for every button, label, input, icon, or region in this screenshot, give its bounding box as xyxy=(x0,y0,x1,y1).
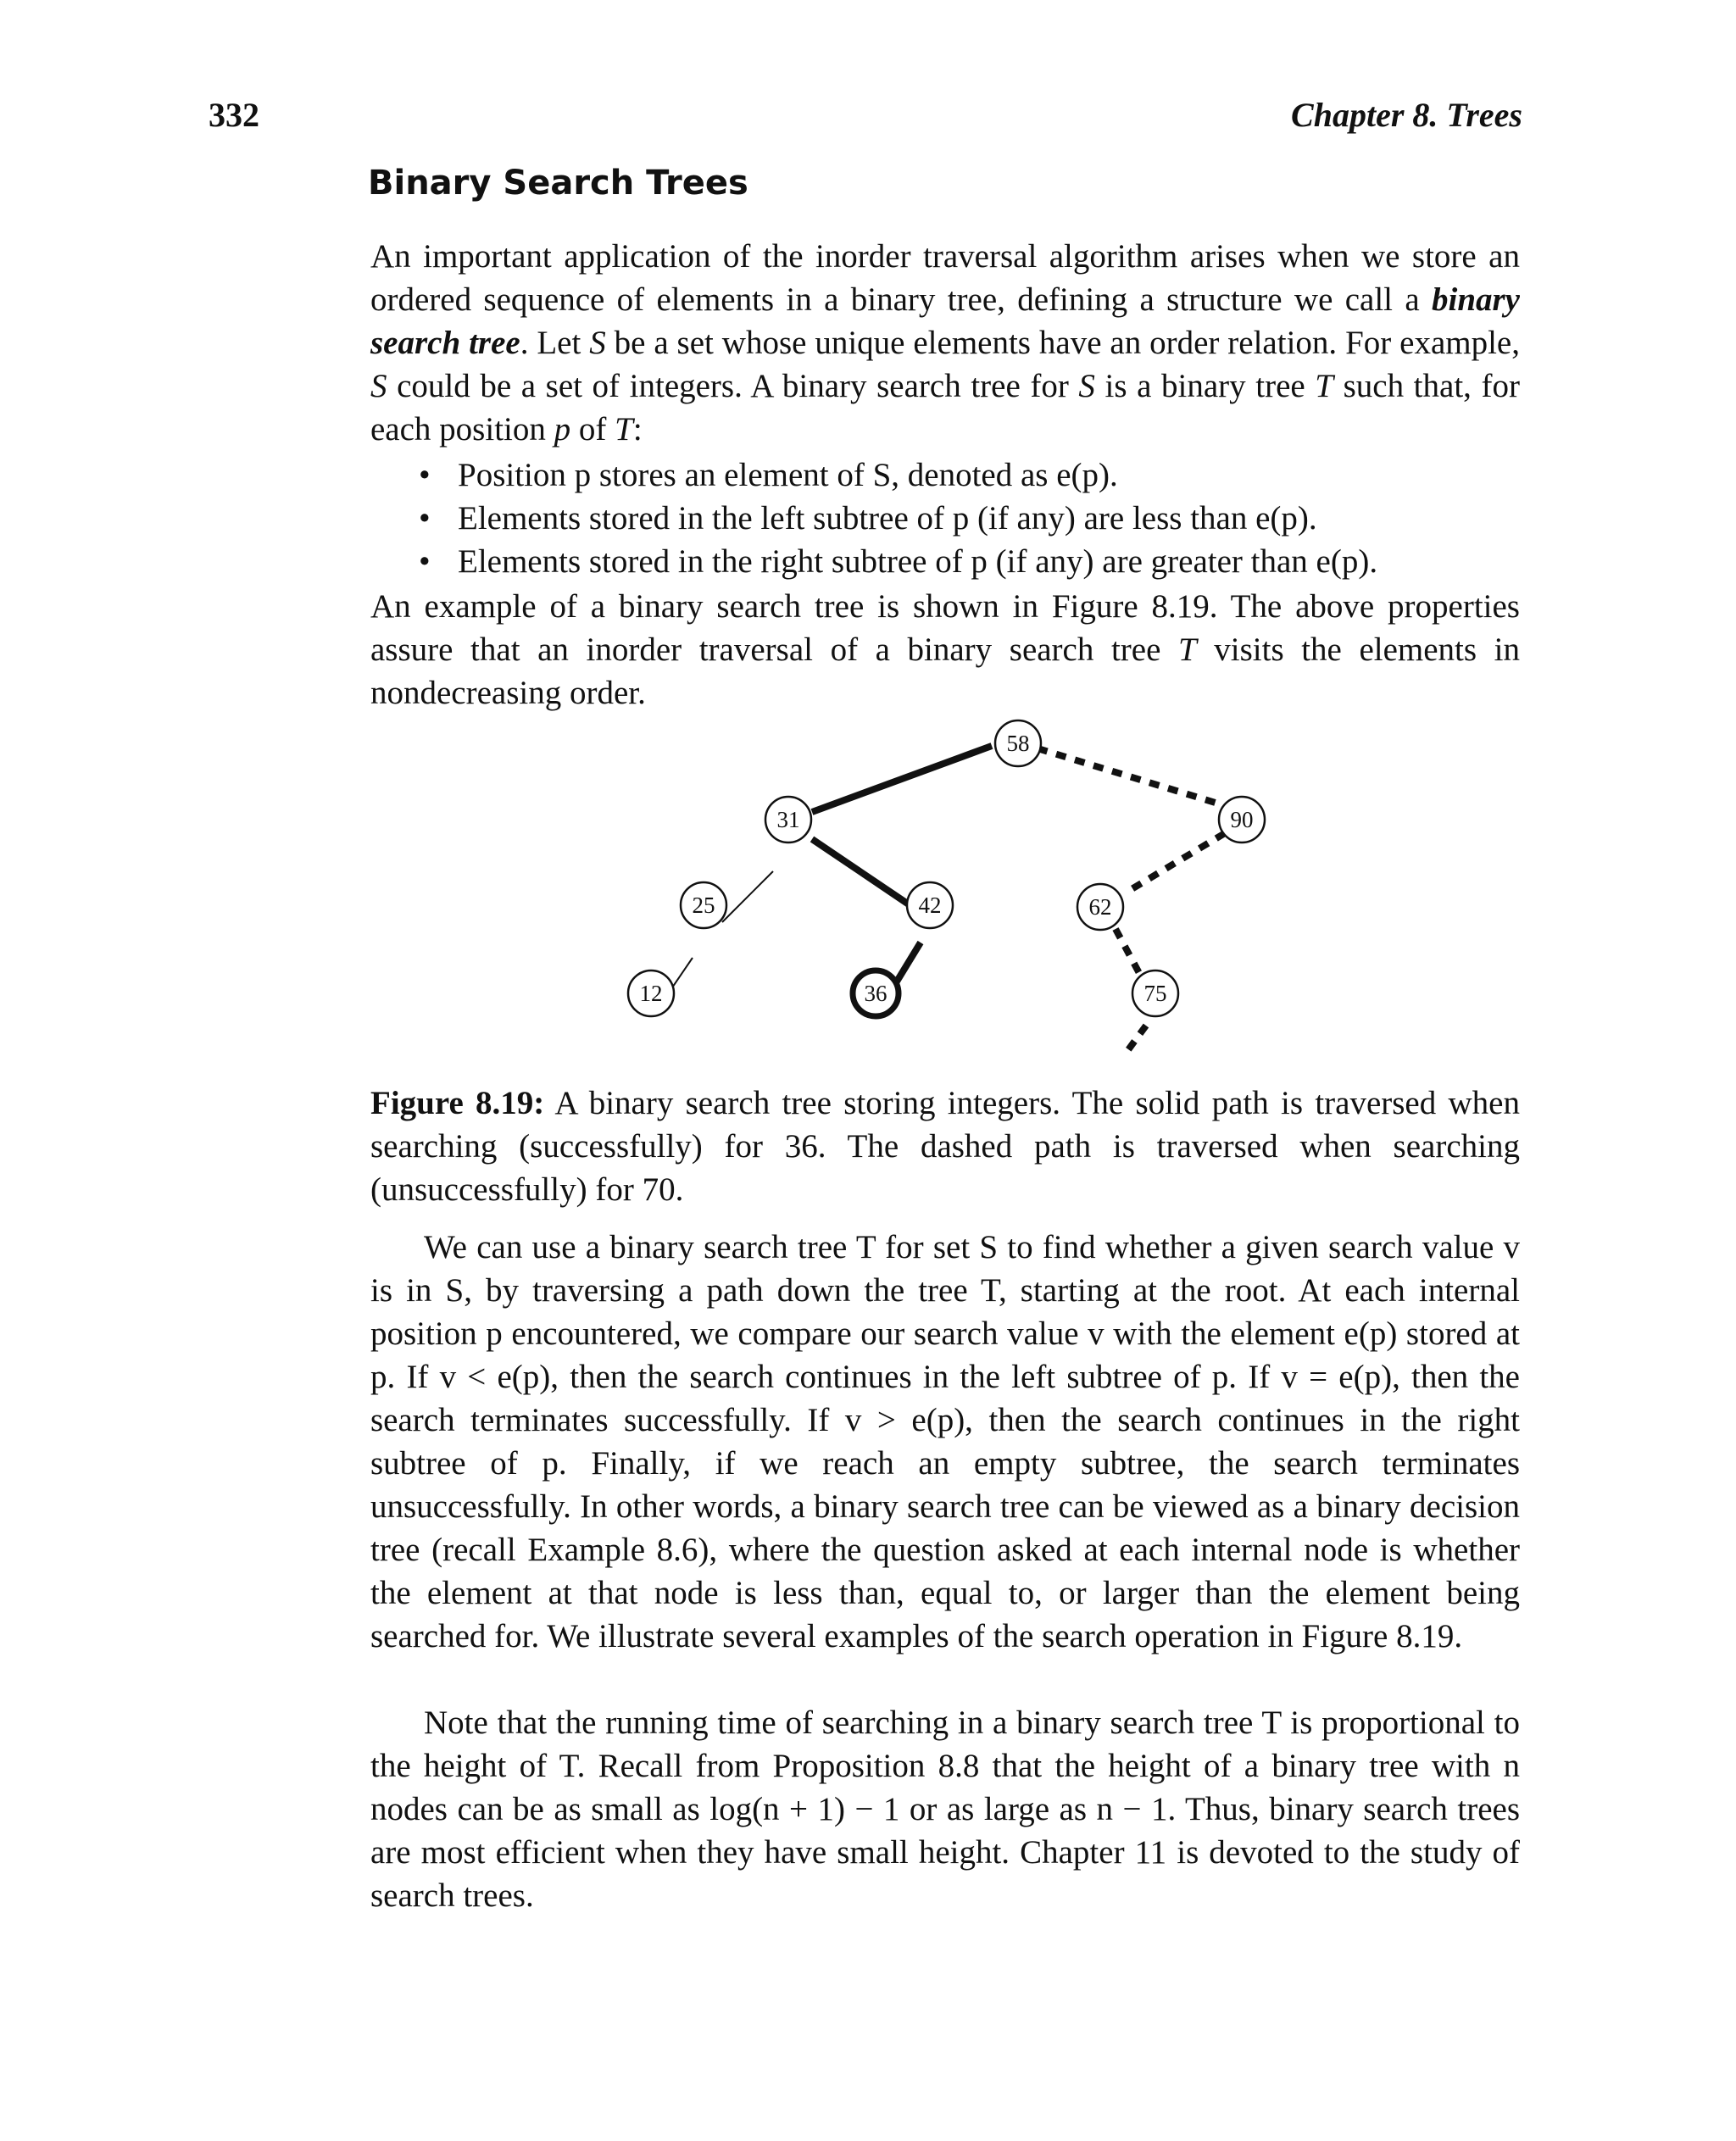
body-paragraph: Note that the running time of searching in a binary search tree T is proportional to the height of T. Recall from Proposition 8.8 that the height of a binary tree with n nodes can be as small as log(n + 1) − 1 or as large as n − 1. Thus, binary search trees are most efficient when they have small height. Chapter 11 is devoted to the study of search trees. xyxy=(370,1704,1520,1914)
example-paragraph: An example of a binary search tree is shown in Figure 8.19. The above properties assure that an inorder traversal of a binary search tree T visits the elements in nondecreasing order. xyxy=(370,588,1520,711)
svg-text:25: 25 xyxy=(692,893,715,918)
page-number: 332 xyxy=(209,96,259,134)
bst-figure xyxy=(0,703,1736,1059)
figure-label: Figure 8.19: xyxy=(370,1085,545,1121)
search-path-solid xyxy=(812,746,992,812)
tree-node xyxy=(765,797,811,842)
svg-text:42: 42 xyxy=(918,893,942,918)
search-path-dashed xyxy=(1038,748,1218,804)
search-path-dashed xyxy=(1127,1026,1146,1051)
running-head: Chapter 8. Trees xyxy=(1291,96,1522,134)
search-path-dashed xyxy=(1116,929,1140,975)
tree-node xyxy=(1077,884,1123,930)
search-path-solid xyxy=(812,839,909,904)
body-paragraph: We can use a binary search tree T for set S to find whether a given search value v is in S, by traversing a path down the tree T, starting at the root. At each internal position p encountered, we compare our search value v with the element e(p) stored at p. If v < e(p), then the search continues in the left subtree of p. If v = e(p), then the search terminates successfully. If v > e(p), then the search continues in the right subtree of p. Finally, if we reach an empty subtree, the search terminates unsuccessfully. In other words, a binary search tree can be viewed as a binary decision tree (recall Example 8.6), where the question asked at each internal node is whether the element at that node is less than, equal to, or larger than the element being searched for. We illustrate several examples of the search operation in Figure 8.19. xyxy=(370,1229,1520,1654)
svg-text:58: 58 xyxy=(1006,731,1030,756)
tree-edge xyxy=(722,871,773,922)
svg-text:90: 90 xyxy=(1230,807,1254,832)
svg-text:36: 36 xyxy=(864,981,887,1006)
tree-node xyxy=(907,882,953,928)
tree-node xyxy=(1219,797,1265,842)
list-item: • Position p stores an element of S, denoted as e(p). xyxy=(419,453,1377,497)
svg-text:31: 31 xyxy=(776,807,800,832)
tree-node xyxy=(628,970,674,1016)
intro-paragraph: An important application of the inorder traversal algorithm arises when we store an ordered sequence of elements in a binary tree, defining a structure we call a binary search tree. Let S be a set whose unique elements have an order relation. For example, S could be a set of integers. A binary search tree for S is a binary tree T such that, for each position p of T: xyxy=(370,238,1520,448)
defined-term: binary search tree xyxy=(370,281,1520,361)
search-path-dashed xyxy=(1127,833,1225,892)
figure-caption: Figure 8.19: A binary search tree storing integers. The solid path is traversed when searching (successfully) for 36. The dashed path is traversed when searching (unsuccessfully) for 70. xyxy=(370,1085,1520,1208)
svg-text:62: 62 xyxy=(1088,894,1112,920)
svg-text:75: 75 xyxy=(1143,981,1167,1006)
property-list xyxy=(419,453,1377,583)
svg-text:12: 12 xyxy=(639,981,663,1006)
tree-node xyxy=(1132,970,1178,1016)
tree-node xyxy=(995,720,1041,766)
list-item: • Elements stored in the left subtree of p (if any) are less than e(p). xyxy=(419,497,1377,540)
section-title: Binary Search Trees xyxy=(368,164,748,203)
tree-node xyxy=(681,882,726,928)
tree-node-found xyxy=(853,970,899,1016)
list-item: • Elements stored in the right subtree of p (if any) are greater than e(p). xyxy=(419,540,1377,583)
